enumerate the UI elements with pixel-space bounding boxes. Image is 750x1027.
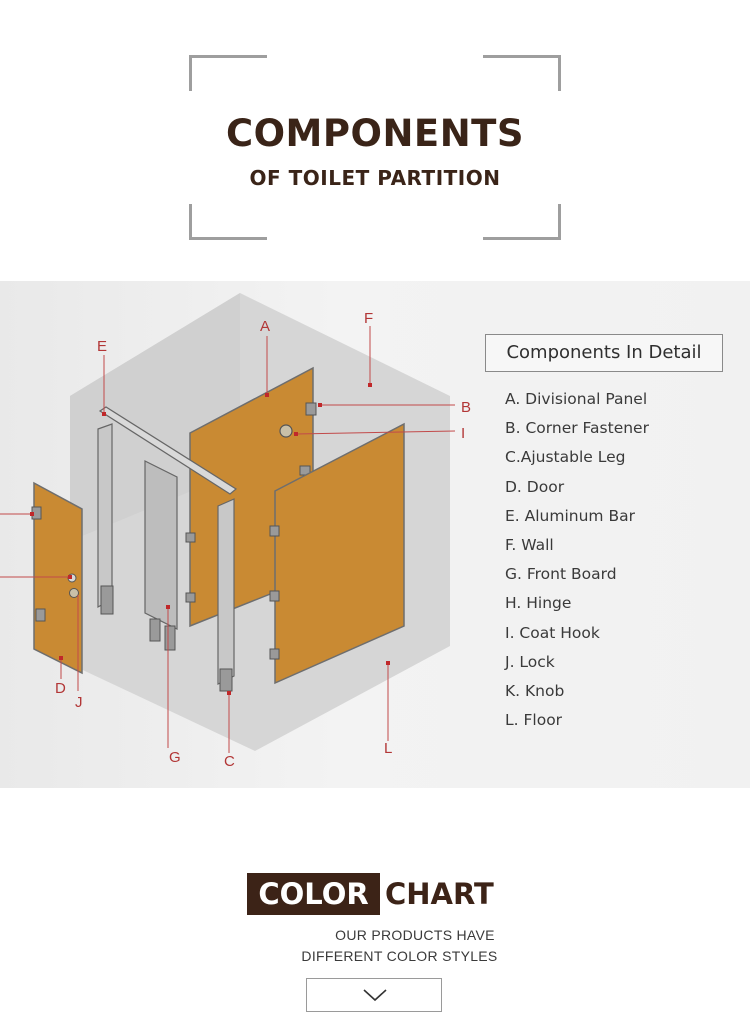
label-l: L [384, 740, 393, 757]
list-item: K. Knob [505, 681, 565, 700]
list-item: B. Corner Fastener [505, 419, 649, 438]
front-board [145, 461, 177, 629]
corner-fastener-icon [306, 403, 316, 415]
label-g: G [169, 749, 181, 766]
list-item: G. Front Board [505, 565, 617, 584]
list-item: L. Floor [505, 711, 563, 730]
label-b: B [461, 399, 472, 416]
label-e: E [97, 338, 108, 355]
list-item: I. Coat Hook [505, 623, 600, 642]
frame-corner-top-right [483, 55, 561, 91]
frame-corner-bottom-right [483, 204, 561, 240]
color-chart-line-2: DIFFERENT COLOR STYLES [301, 948, 498, 964]
list-item: F. Wall [505, 535, 554, 554]
label-c: C [224, 753, 235, 770]
label-d: D [55, 680, 66, 697]
expand-button[interactable] [306, 978, 442, 1012]
leg-post-1 [98, 424, 112, 607]
components-detail-heading: Components In Detail [485, 334, 723, 372]
frame-corner-bottom-left [189, 204, 267, 240]
label-j: J [75, 694, 83, 711]
page-title: COMPONENTS [225, 112, 525, 155]
leg-post-2 [218, 499, 234, 684]
label-a: A [260, 318, 271, 335]
color-chart-word-dark: COLOR [247, 873, 380, 915]
list-item: E. Aluminum Bar [505, 506, 635, 525]
chevron-down-icon [307, 979, 443, 1013]
components-list [505, 390, 649, 740]
list-item: J. Lock [505, 652, 555, 671]
coat-hook-icon [280, 425, 292, 437]
list-item: H. Hinge [505, 594, 572, 613]
label-i: I [461, 425, 466, 442]
list-item: A. Divisional Panel [505, 390, 648, 408]
lock-icon [70, 589, 79, 598]
list-item: C.Ajustable Leg [505, 448, 626, 467]
page-subtitle: OF TOILET PARTITION [249, 166, 501, 190]
frame-corner-top-left [189, 55, 267, 91]
label-f: F [364, 310, 374, 327]
color-chart-line-1: OUR PRODUCTS HAVE [335, 927, 495, 943]
color-chart-word-light: CHART [385, 877, 494, 911]
list-item: D. Door [505, 477, 565, 496]
